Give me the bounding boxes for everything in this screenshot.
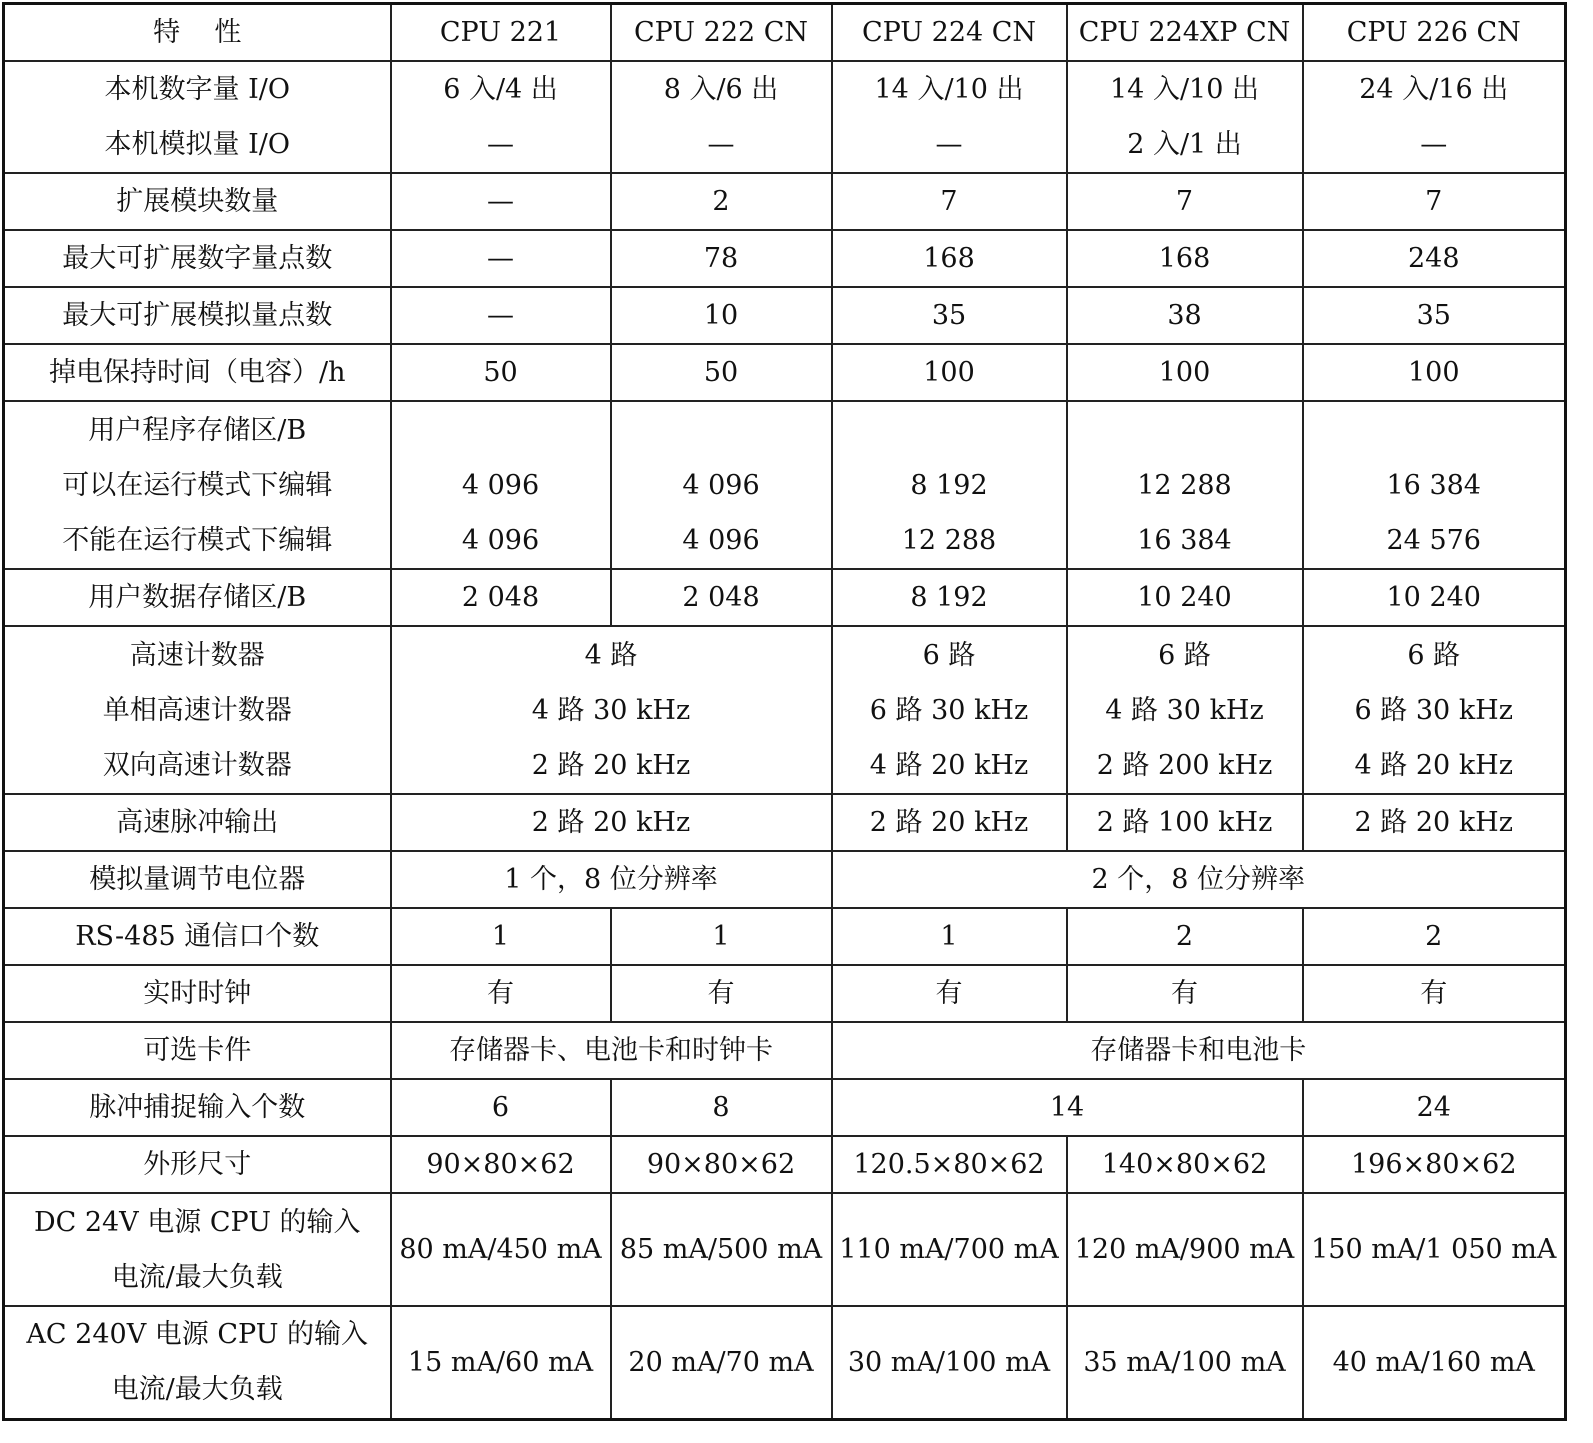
table-cell: 20 mA/70 mA: [611, 1306, 832, 1419]
table-cell: 1: [391, 908, 611, 965]
table-cell: [1303, 61, 1566, 173]
table-cell: 2 048: [391, 569, 611, 626]
row-label: RS-485 通信口个数: [4, 908, 391, 965]
table-cell: 2: [611, 173, 832, 230]
table-cell: 2 路 20 kHz: [1303, 794, 1566, 851]
table-cell: 2: [1067, 908, 1303, 965]
row-label: 高速脉冲输出: [4, 794, 391, 851]
table-cell: 1: [832, 908, 1067, 965]
row-label: 掉电保持时间（电容）/h: [4, 344, 391, 401]
table-cell: 有: [1067, 965, 1303, 1022]
table-cell: 15 mA/60 mA: [391, 1306, 611, 1419]
table-cell: 85 mA/500 mA: [611, 1193, 832, 1306]
cell-line: 24 入/16 出: [1359, 74, 1509, 105]
table-cell: [391, 401, 611, 569]
table-row-io: [4, 61, 1566, 173]
cell-line: 12 288: [901, 524, 997, 556]
table-row-max-digital: [4, 230, 1566, 287]
cell-line: 4 路 30 kHz: [1105, 694, 1264, 726]
table-row-pulse-output: [4, 794, 1566, 851]
row-label: 扩展模块数量: [4, 173, 391, 230]
cell-line: 4 096: [682, 469, 760, 501]
table-cell: 6: [391, 1079, 611, 1136]
table-cell: 有: [611, 965, 832, 1022]
table-cell: [1303, 401, 1566, 569]
cell-line: —: [935, 129, 963, 160]
table-cell: 30 mA/100 mA: [832, 1306, 1067, 1419]
row-label: [4, 61, 391, 173]
table-cell: 2 路 100 kHz: [1067, 794, 1303, 851]
table-cell: 120.5×80×62: [832, 1136, 1067, 1193]
table-cell: —: [391, 287, 611, 344]
cell-line: 4 路 20 kHz: [1354, 749, 1513, 781]
table-cell: 80 mA/450 mA: [391, 1193, 611, 1306]
table-cell: [391, 61, 611, 173]
label-line: AC 240V 电源 CPU 的输入: [26, 1319, 369, 1351]
table-row-data-memory: [4, 569, 1566, 626]
row-label: 模拟量调节电位器: [4, 851, 391, 908]
table-row-rs485: [4, 908, 1566, 965]
table-cell: 7: [1303, 173, 1566, 230]
row-label: [4, 1306, 391, 1419]
table-cell: 14: [832, 1079, 1303, 1136]
cell-line: 14 入/10 出: [874, 74, 1024, 105]
table-cell: —: [391, 173, 611, 230]
table-row-pulse-capture: [4, 1079, 1566, 1136]
table-row-expansion: [4, 173, 1566, 230]
table-row-dimensions: [4, 1136, 1566, 1193]
row-label: 实时时钟: [4, 965, 391, 1022]
header-cell: CPU 222 CN: [611, 4, 832, 62]
cell-line: 8 192: [910, 469, 988, 501]
table-cell: [832, 401, 1067, 569]
table-cell: [832, 626, 1067, 794]
table-cell: 78: [611, 230, 832, 287]
table-cell: 168: [1067, 230, 1303, 287]
cpu-spec-table: [2, 2, 1567, 1421]
cell-line: 4 096: [461, 469, 540, 501]
table-row-retention: [4, 344, 1566, 401]
table-cell: 38: [1067, 287, 1303, 344]
table-cell: 10 240: [1067, 569, 1303, 626]
table-cell: 140×80×62: [1067, 1136, 1303, 1193]
table-cell: 10 240: [1303, 569, 1566, 626]
table-cell: [391, 626, 832, 794]
table-cell: 2 路 20 kHz: [832, 794, 1067, 851]
cell-line: 6 路: [922, 639, 976, 671]
label-line: 电流/最大负载: [111, 1374, 283, 1406]
table-cell: [832, 61, 1067, 173]
label-line: 本机模拟量 I/O: [104, 129, 290, 160]
table-row-program-memory: [4, 401, 1566, 569]
table-cell: 存储器卡和电池卡: [832, 1022, 1566, 1079]
table-cell: 24: [1303, 1079, 1566, 1136]
table-cell: [611, 61, 832, 173]
table-row-dc-power: [4, 1193, 1566, 1306]
cell-line: —: [1420, 129, 1448, 160]
cell-line: 16 384: [1137, 524, 1232, 556]
cell-line: 4 路 20 kHz: [869, 749, 1029, 781]
table-row-rtc: [4, 965, 1566, 1022]
cell-line: 8 入/6 出: [663, 74, 779, 105]
table-cell: 196×80×62: [1303, 1136, 1566, 1193]
table-cell: 50: [391, 344, 611, 401]
cell-line: 4 路 30 kHz: [531, 694, 691, 726]
table-cell: 110 mA/700 mA: [832, 1193, 1067, 1306]
table-cell: 存储器卡、电池卡和时钟卡: [391, 1022, 832, 1079]
table-cell: 7: [1067, 173, 1303, 230]
label-line: 用户程序存储区/B: [88, 414, 307, 446]
row-label: 最大可扩展数字量点数: [4, 230, 391, 287]
label-line: 双向高速计数器: [102, 749, 292, 781]
header-cell: CPU 221: [391, 4, 611, 62]
table-cell: 168: [832, 230, 1067, 287]
cell-line: 6 路: [1158, 639, 1211, 671]
cell-line: 4 096: [682, 524, 760, 556]
row-label: [4, 626, 391, 794]
table-row-cards: [4, 1022, 1566, 1079]
table-cell: 35: [1303, 287, 1566, 344]
table-row-hsc: [4, 626, 1566, 794]
table-cell: 有: [391, 965, 611, 1022]
table-cell: 90×80×62: [611, 1136, 832, 1193]
header-cell: CPU 224 CN: [832, 4, 1067, 62]
cell-line: 24 576: [1386, 524, 1481, 556]
table-cell: 1 个，8 位分辨率: [391, 851, 832, 908]
label-line: DC 24V 电源 CPU 的输入: [33, 1206, 361, 1238]
table-cell: 40 mA/160 mA: [1303, 1306, 1566, 1419]
table-cell: 35: [832, 287, 1067, 344]
table-cell: 35 mA/100 mA: [1067, 1306, 1303, 1419]
table-cell: [1067, 401, 1303, 569]
header-cell: CPU 224XP CN: [1067, 4, 1303, 62]
table-cell: 8: [611, 1079, 832, 1136]
table-cell: 1: [611, 908, 832, 965]
table-row-ac-power: [4, 1306, 1566, 1419]
table-cell: [611, 401, 832, 569]
cell-line: 4 096: [461, 524, 540, 556]
table-cell: 2 个，8 位分辨率: [832, 851, 1566, 908]
table-cell: 2 048: [611, 569, 832, 626]
cell-line: 12 288: [1137, 469, 1232, 501]
cell-line: 6 路: [1407, 639, 1461, 671]
row-label: [4, 401, 391, 569]
cell-line: —: [487, 129, 514, 160]
table-cell: 有: [1303, 965, 1566, 1022]
row-label: 最大可扩展模拟量点数: [4, 287, 391, 344]
table-cell: 100: [1067, 344, 1303, 401]
table-cell: 50: [611, 344, 832, 401]
table-cell: [1067, 626, 1303, 794]
row-label: 外形尺寸: [4, 1136, 391, 1193]
cell-line: 6 路 30 kHz: [869, 694, 1029, 726]
label-line: 单相高速计数器: [102, 694, 292, 726]
header-row: [4, 4, 1566, 62]
table-cell: —: [391, 230, 611, 287]
label-line: 本机数字量 I/O: [104, 74, 290, 105]
label-line: 电流/最大负载: [111, 1261, 283, 1293]
label-line: 不能在运行模式下编辑: [62, 524, 333, 556]
table-cell: [1303, 626, 1566, 794]
table-cell: 100: [832, 344, 1067, 401]
table-cell: 7: [832, 173, 1067, 230]
cell-line: 2 入/1 出: [1127, 129, 1242, 160]
table-cell: 2 路 20 kHz: [391, 794, 832, 851]
label-line: 可以在运行模式下编辑: [62, 469, 333, 501]
table-cell: 90×80×62: [391, 1136, 611, 1193]
table-cell: 248: [1303, 230, 1566, 287]
table-row-max-analog: [4, 287, 1566, 344]
row-label: [4, 1193, 391, 1306]
cell-line: 2 路 200 kHz: [1096, 749, 1273, 781]
table-cell: 2: [1303, 908, 1566, 965]
table-cell: 100: [1303, 344, 1566, 401]
cell-line: 14 入/10 出: [1110, 74, 1259, 105]
row-label: 可选卡件: [4, 1022, 391, 1079]
table-cell: 150 mA/1 050 mA: [1303, 1193, 1566, 1306]
cell-line: 4 路: [584, 639, 638, 671]
header-cell: 特 性: [4, 4, 391, 62]
header-cell: CPU 226 CN: [1303, 4, 1566, 62]
cell-line: 16 384: [1386, 469, 1481, 501]
table-cell: [1067, 61, 1303, 173]
row-label: 脉冲捕捉输入个数: [4, 1079, 391, 1136]
table-cell: 10: [611, 287, 832, 344]
cell-line: 2 路 20 kHz: [531, 749, 691, 781]
row-label: 用户数据存储区/B: [4, 569, 391, 626]
table-cell: 120 mA/900 mA: [1067, 1193, 1303, 1306]
cell-line: 6 路 30 kHz: [1354, 694, 1513, 726]
label-line: 高速计数器: [129, 639, 265, 671]
cell-line: —: [707, 129, 735, 160]
cell-line: 6 入/4 出: [443, 74, 558, 105]
table-row-potentiometer: [4, 851, 1566, 908]
table-cell: 8 192: [832, 569, 1067, 626]
table-cell: 有: [832, 965, 1067, 1022]
